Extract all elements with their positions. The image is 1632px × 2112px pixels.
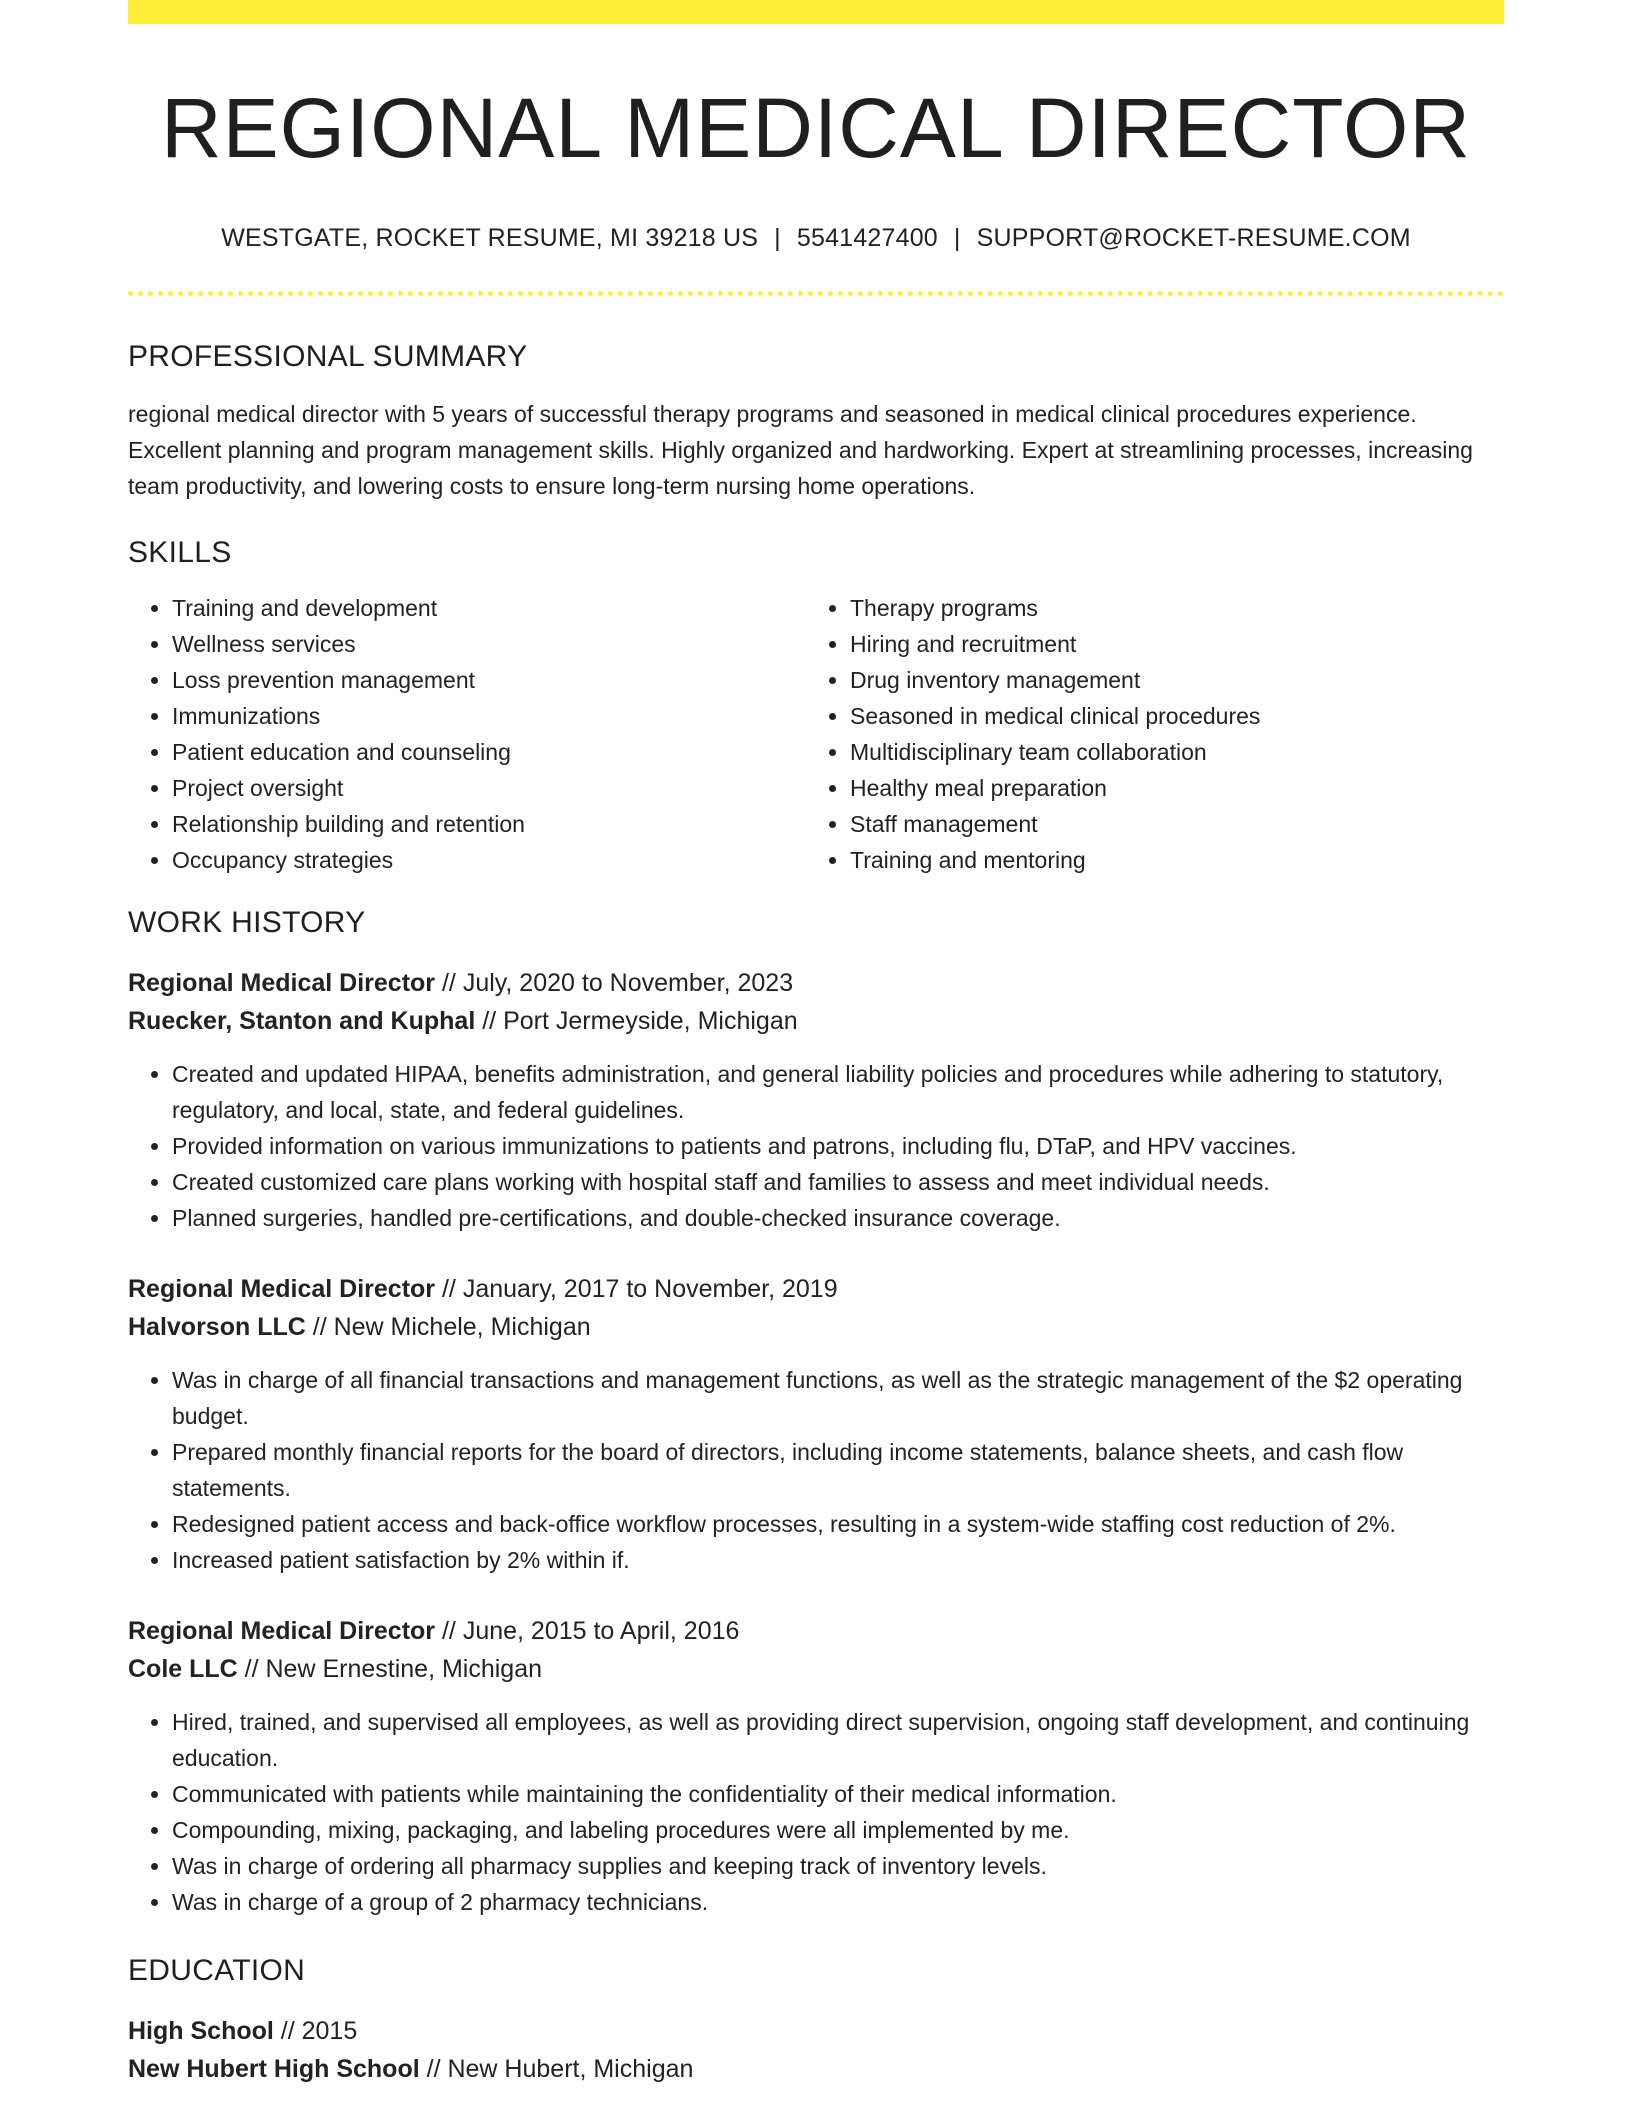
education-school-line (128, 2050, 1504, 2088)
education-location: // New Hubert, Michigan (419, 2055, 694, 2084)
skill-item: • Training and mentoring (850, 842, 1484, 878)
skill-item: • Wellness services (172, 626, 806, 662)
job-bullet: • Was in charge of all financial transactions and management functions, as well as the strategic management of the $2 operating budget. (172, 1362, 1504, 1434)
job-role-line (128, 1612, 1504, 1650)
skill-item: • Relationship building and retention (172, 806, 806, 842)
job-bullet: • Redesigned patient access and back-office workflow processes, resulting in a system-wide staffing cost reduction of 2%. (172, 1506, 1504, 1542)
skills-grid (128, 590, 1504, 878)
job-dates: // January, 2017 to November, 2019 (435, 1275, 838, 1304)
job-company-line (128, 1650, 1504, 1688)
education-year: // 2015 (273, 2017, 358, 2046)
accent-bar (128, 0, 1504, 24)
skill-item: • Staff management (850, 806, 1484, 842)
skill-item: • Healthy meal preparation (850, 770, 1484, 806)
job-company: Ruecker, Stanton and Kuphal (128, 1007, 476, 1036)
skill-item: • Hiring and recruitment (850, 626, 1484, 662)
contact-email: SUPPORT@ROCKET-RESUME.COM (976, 224, 1411, 253)
skill-item: • Seasoned in medical clinical procedures (850, 698, 1484, 734)
skills-heading: SKILLS (128, 536, 232, 570)
skill-item: • Project oversight (172, 770, 806, 806)
job-role-line (128, 964, 1504, 1002)
contact-separator: | (774, 224, 781, 253)
job-bullet: • Compounding, mixing, packaging, and labeling procedures were all implemented by me. (172, 1812, 1504, 1848)
job-bullet-list (128, 1056, 1504, 1236)
skills-list-right (806, 590, 1484, 878)
job-entry (128, 1612, 1504, 1920)
job-company-line (128, 1308, 1504, 1346)
education-heading: EDUCATION (128, 1954, 306, 1988)
skill-item: • Training and development (172, 590, 806, 626)
skills-list-left (128, 590, 806, 878)
job-bullet: • Increased patient satisfaction by 2% within if. (172, 1542, 1504, 1578)
job-bullet: • Was in charge of ordering all pharmacy supplies and keeping track of inventory levels. (172, 1848, 1504, 1884)
job-role: Regional Medical Director (128, 969, 436, 998)
job-bullet: • Created customized care plans working with hospital staff and families to assess and meet individual needs. (172, 1164, 1504, 1200)
job-company: Cole LLC (128, 1655, 238, 1684)
contact-separator: | (953, 224, 961, 253)
resume-title: REGIONAL MEDICAL DIRECTOR (160, 81, 1472, 175)
dotted-divider (128, 291, 1504, 296)
job-bullet: • Created and updated HIPAA, benefits administration, and general liability policies and procedures while adhering to statutory, regulatory, and local, state, and federal guidelines. (172, 1056, 1504, 1128)
skill-item: • Therapy programs (850, 590, 1484, 626)
job-entry (128, 964, 1504, 1236)
education-entry (128, 2012, 1504, 2088)
education-degree: High School (128, 2017, 274, 2046)
job-company-line (128, 1002, 1504, 1040)
work-history-heading: WORK HISTORY (128, 906, 366, 940)
job-bullet-list (128, 1704, 1504, 1920)
job-bullet: • Prepared monthly financial reports for the board of directors, including income statements, balance sheets, and cash flow statements. (172, 1434, 1504, 1506)
contact-address: WESTGATE, ROCKET RESUME, MI 39218 US (221, 224, 759, 253)
job-dates: // June, 2015 to April, 2016 (435, 1617, 740, 1646)
resume-page (128, 0, 1504, 2088)
skill-item: • Patient education and counseling (172, 734, 806, 770)
education-school: New Hubert High School (128, 2055, 420, 2084)
job-bullet: • Planned surgeries, handled pre-certifications, and double-checked insurance coverage. (172, 1200, 1504, 1236)
job-role-line (128, 1270, 1504, 1308)
job-location: // Port Jermeyside, Michigan (475, 1007, 798, 1036)
job-bullet: • Hired, trained, and supervised all employees, as well as providing direct supervision, ongoing staff development, and continuing education. (172, 1704, 1504, 1776)
job-dates: // July, 2020 to November, 2023 (435, 969, 794, 998)
summary-heading: PROFESSIONAL SUMMARY (128, 340, 528, 374)
job-company: Halvorson LLC (128, 1313, 306, 1342)
skill-item: • Occupancy strategies (172, 842, 806, 878)
job-location: // New Ernestine, Michigan (237, 1655, 543, 1684)
job-entry (128, 1270, 1504, 1578)
skill-item: • Loss prevention management (172, 662, 806, 698)
job-bullet-list (128, 1362, 1504, 1578)
job-bullet: • Communicated with patients while maintaining the confidentiality of their medical information. (172, 1776, 1504, 1812)
contact-phone: 5541427400 (796, 224, 938, 253)
skill-item: • Drug inventory management (850, 662, 1484, 698)
job-bullet: • Provided information on various immunizations to patients and patrons, including flu, DTaP, and HPV vaccines. (172, 1128, 1504, 1164)
job-role: Regional Medical Director (128, 1275, 436, 1304)
job-role: Regional Medical Director (128, 1617, 436, 1646)
skill-item: • Immunizations (172, 698, 806, 734)
education-degree-line (128, 2012, 1504, 2050)
contact-line (128, 224, 1504, 253)
skill-item: • Multidisciplinary team collaboration (850, 734, 1484, 770)
summary-text: regional medical director with 5 years of successful therapy programs and seasoned in medical clinical procedures experience. Excellent planning and program management skills. Highly organized and hardworking. Expert at streamlining processes, increasing team productivity, and lowering costs to ensure long-term nursing home operations. (128, 401, 1473, 500)
job-bullet: • Was in charge of a group of 2 pharmacy technicians. (172, 1884, 1504, 1920)
job-location: // New Michele, Michigan (305, 1313, 591, 1342)
